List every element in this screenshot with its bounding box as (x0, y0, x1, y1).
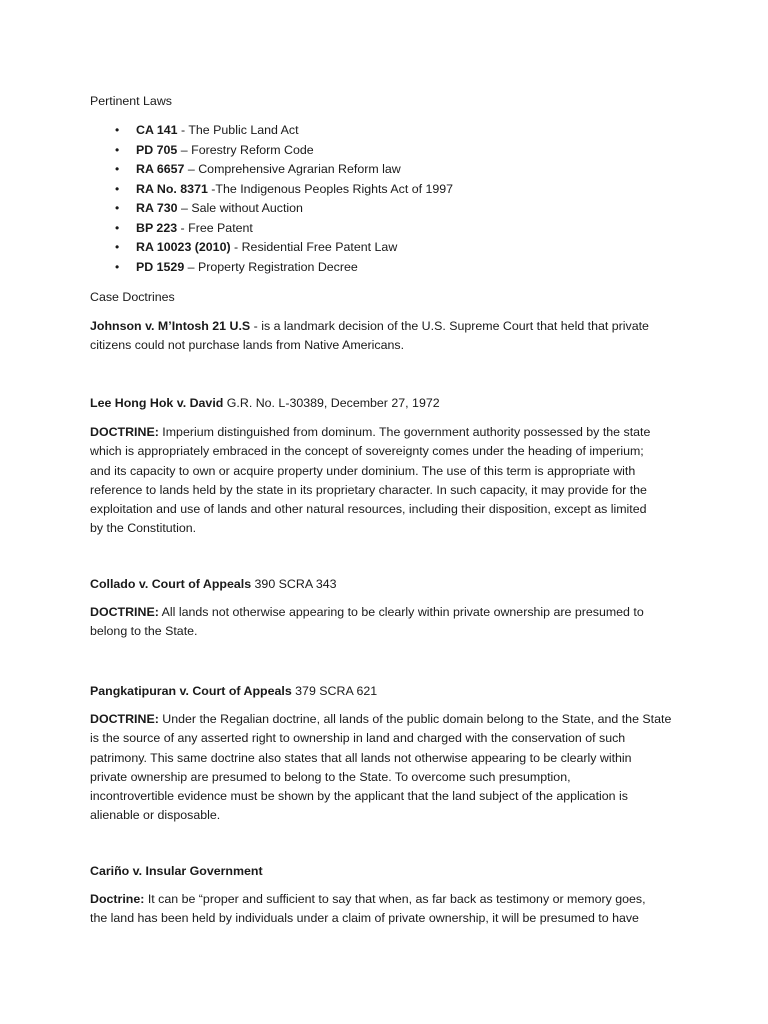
case-title: Lee Hong Hok v. David (90, 396, 224, 410)
case-citation: G.R. No. L-30389, December 27, 1972 (223, 396, 440, 410)
list-item: • RA 10023 (2010) - Residential Free Patent Law (90, 238, 453, 258)
doctrine-label: DOCTRINE: (90, 605, 159, 619)
johnson-paragraph: Johnson v. M’Intosh 21 U.S - is a landmark decision of the U.S. Supreme Court that held that private citizens could not purchase lands from Native Americans. (90, 319, 649, 353)
doctrine-label: Doctrine: (90, 892, 145, 906)
list-item: • PD 705 – Forestry Reform Code (90, 141, 453, 161)
list-item: • RA 730 – Sale without Auction (90, 199, 453, 219)
bullet-icon: • (115, 240, 120, 254)
pertinent-laws-list (90, 121, 453, 277)
bullet-icon: • (115, 142, 120, 157)
pertinent-laws-heading: Pertinent Laws (90, 94, 172, 108)
bullet-icon: • (115, 123, 120, 137)
bullet-icon: • (115, 259, 120, 274)
bullet-icon: • (115, 220, 120, 235)
carino-case-heading: Cariño v. Insular Government (90, 864, 263, 878)
bullet-icon: • (115, 181, 120, 196)
case-title: Johnson v. M’Intosh 21 U.S (90, 319, 251, 333)
case-doctrines-heading: Case Doctrines (90, 290, 175, 304)
case-citation: 390 SCRA 343 (251, 577, 337, 591)
list-item: • RA 6657 – Comprehensive Agrarian Reform law (90, 160, 453, 180)
pangkatipuran-case-heading (90, 682, 377, 701)
lee-doctrine-paragraph: DOCTRINE: Imperium distinguished from dominum. The government authority possessed by the state which is appropriately embraced in the concept of sovereignty comes under the heading of imperium; and its capacity to own or acquire property under dominium. The use of this term is appropriate with reference to lands held by the state in its proprietary character. In such capacity, it may provide for the exploitation and use of lands and other natural resources, including their disposition, except as limited by the Constitution. (90, 425, 651, 536)
carino-doctrine-paragraph: Doctrine: It can be “proper and sufficient to say that when, as far back as testimony or memory goes, the land has been held by individuals under a claim of private ownership, it will be presumed to have (90, 892, 646, 926)
list-item: • CA 141 - The Public Land Act (90, 121, 453, 141)
bullet-icon: • (115, 162, 120, 176)
doctrine-label: DOCTRINE: (90, 712, 159, 726)
list-item: • PD 1529 – Property Registration Decree (90, 258, 453, 278)
case-title: Pangkatipuran v. Court of Appeals (90, 684, 292, 698)
lee-case-heading (90, 394, 440, 413)
bullet-icon: • (115, 201, 120, 215)
case-title: Collado v. Court of Appeals (90, 577, 252, 591)
collado-doctrine-paragraph: DOCTRINE: All lands not otherwise appearing to be clearly within private ownership are presumed to belong to the State. (90, 605, 644, 639)
collado-case-heading (90, 575, 337, 594)
doctrine-label: DOCTRINE: (90, 425, 159, 439)
pangkatipuran-doctrine-paragraph: DOCTRINE: Under the Regalian doctrine, all lands of the public domain belong to the State, and the State is the source of any asserted right to ownership in land and charged with the conservation of such patrimony. This same doctrine also states that all lands not otherwise appearing to be clearly within private ownership are presumed to belong to the State. To overcome such presumption, incontrovertible evidence must be shown by the applicant that the land subject of the application is alienable or disposable. (90, 712, 672, 823)
list-item: • BP 223 - Free Patent (90, 219, 453, 239)
list-item: • RA No. 8371 -The Indigenous Peoples Rights Act of 1997 (90, 180, 453, 200)
case-citation: 379 SCRA 621 (291, 684, 378, 698)
